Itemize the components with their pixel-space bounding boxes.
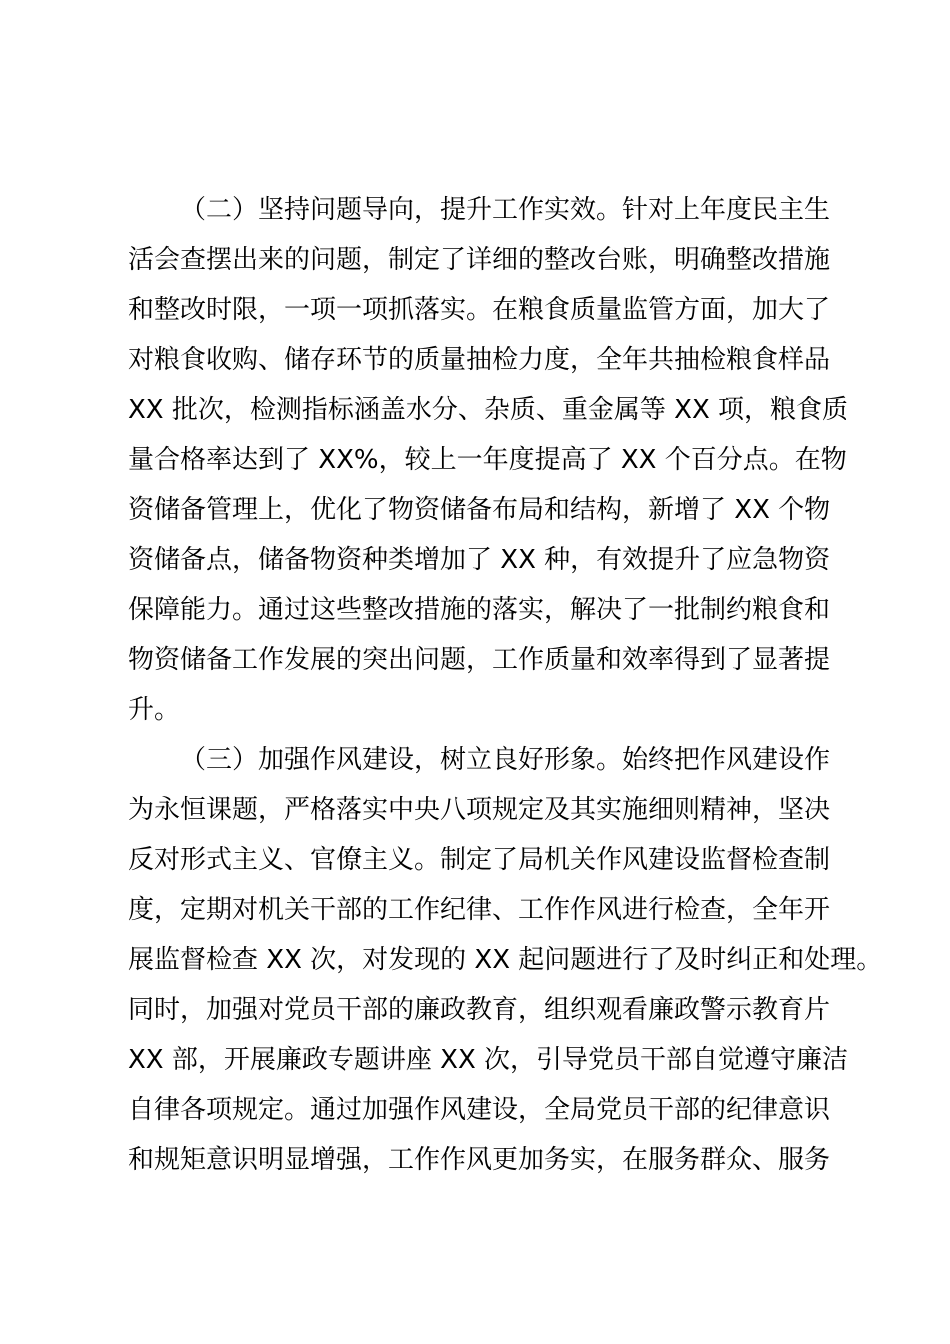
paragraph-line: 活会查摆出来的问题，制定了详细的整改台账，明确整改措施	[128, 245, 831, 275]
paragraph-line: 对粮食收购、储存环节的质量抽检力度，全年共抽检粮食样品	[128, 345, 831, 375]
paragraph-line: 升。	[128, 695, 181, 725]
paragraph-line: 同时，加强对党员干部的廉政教育，组织观看廉政警示教育片	[128, 995, 831, 1025]
paragraph-line: 反对形式主义、官僚主义。制定了局机关作风建设监督检查制	[128, 845, 831, 875]
paragraph-line: 物资储备工作发展的突出问题，工作质量和效率得到了显著提	[128, 645, 831, 675]
paragraph-line: 保障能力。通过这些整改措施的落实，解决了一批制约粮食和	[128, 595, 831, 625]
paragraph-line: XX 批次，检测指标涵盖水分、杂质、重金属等 XX 项，粮食质	[128, 395, 849, 425]
paragraph-line: （二）坚持问题导向，提升工作实效。针对上年度民主生	[180, 195, 831, 225]
paragraph-line: 自律各项规定。通过加强作风建设，全局党员干部的纪律意识	[128, 1095, 831, 1125]
paragraph-line: 为永恒课题，严格落实中央八项规定及其实施细则精神，坚决	[128, 795, 831, 825]
paragraph-line: 和整改时限，一项一项抓落实。在粮食质量监管方面，加大了	[128, 295, 831, 325]
paragraph-line: 资储备点，储备物资种类增加了 XX 种，有效提升了应急物资	[128, 545, 831, 575]
paragraph-2	[128, 185, 848, 735]
paragraph-line: 资储备管理上，优化了物资储备布局和结构，新增了 XX 个物	[128, 495, 831, 525]
document-body	[128, 185, 883, 1185]
paragraph-line: 度，定期对机关干部的工作纪律、工作作风进行检查，全年开	[128, 895, 831, 925]
paragraph-line: 展监督检查 XX 次，对发现的 XX 起问题进行了及时纠正和处理。	[128, 945, 883, 975]
paragraph-line: XX 部，开展廉政专题讲座 XX 次，引导党员干部自觉遵守廉洁	[128, 1045, 849, 1075]
paragraph-line: 和规矩意识明显增强，工作作风更加务实，在服务群众、服务	[128, 1145, 831, 1175]
paragraph-line: 量合格率达到了 XX%，较上一年度提高了 XX 个百分点。在物	[128, 445, 847, 475]
paragraph-line: （三）加强作风建设，树立良好形象。始终把作风建设作	[180, 745, 831, 775]
paragraph-3	[128, 735, 883, 1185]
